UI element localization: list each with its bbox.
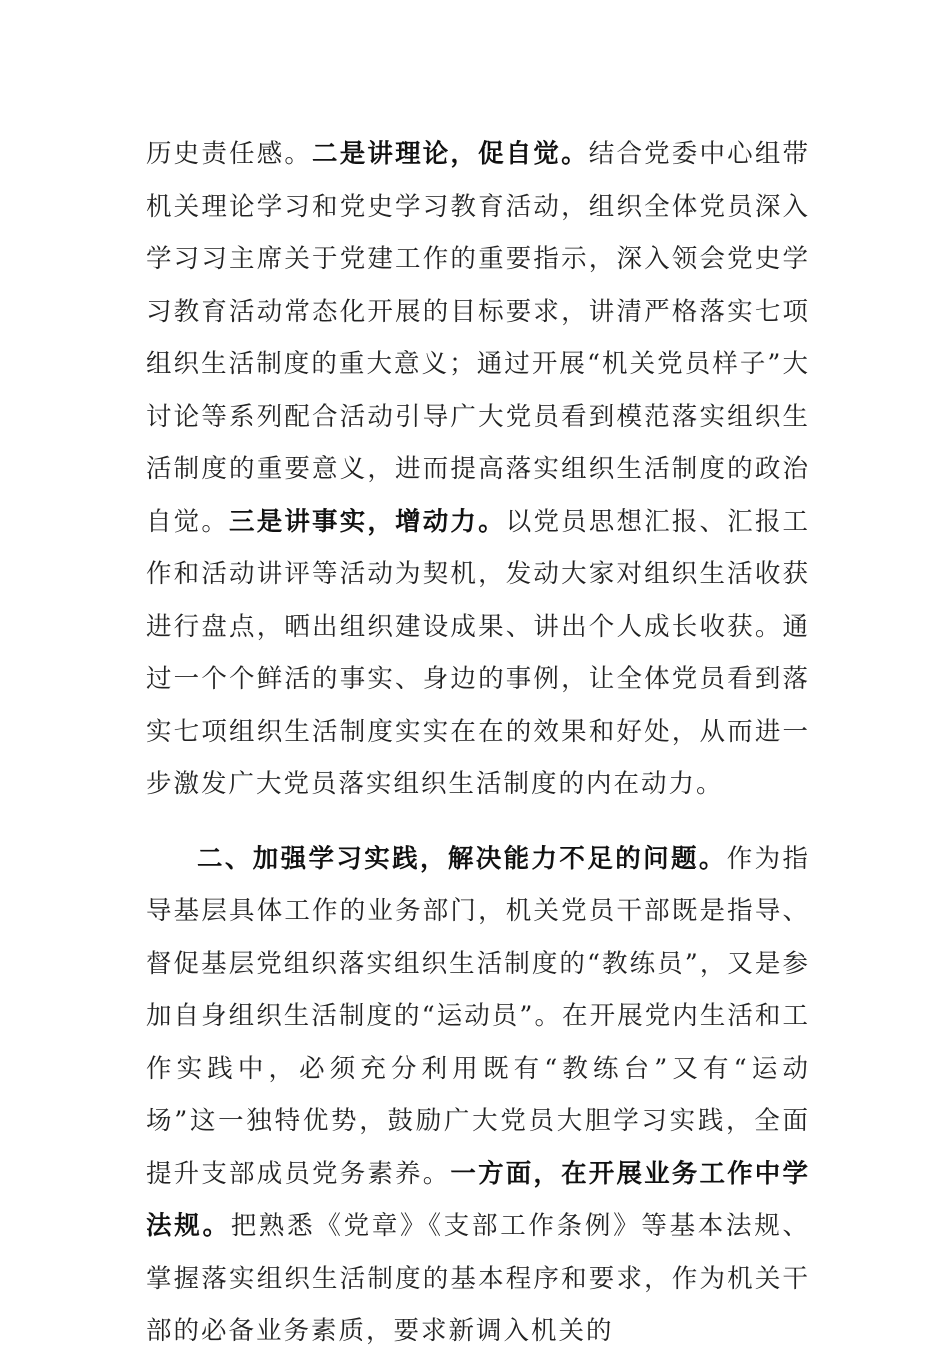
paragraph-text: 结合党委中心组带机关理论学习和党史学习教育活动，组织全体党员深入学习习主席关于党建工作的重要指示，深入领会党史学习教育活动常态化开展的目标要求，讲清严格落实七项组织生活制度的重大意义；通过开展“机关党员样子”大讨论等系列配合活动引导广大党员看到模范落实组织生活制度的重要意义，进而提高落实组织生活制度的政治自觉。 <box>146 139 810 537</box>
paragraph-text: 把熟悉《党章》《支部工作条例》等基本法规、掌握落实组织生活制度的基本程序和要求，作为机关干部的必备业务素质，要求新调入机关的 <box>146 1211 810 1346</box>
heading-point-two: 二是讲理论，促自觉。 <box>312 139 589 169</box>
heading-one-aspect: 一方面，在开展业务工作中学法规。 <box>146 1158 810 1241</box>
paragraph-1 <box>146 128 810 811</box>
paragraph-2 <box>146 833 810 1358</box>
section-heading: 二、加强学习实践，解决能力不足的问题。 <box>197 843 727 874</box>
document-body <box>146 128 810 1358</box>
paragraph-text: 历史责任感。 <box>146 139 313 169</box>
paragraph-text: 以党员思想汇报、汇报工作和活动讲评等活动为契机，发动大家对组织生活收获进行盘点，晒出组织建设成果、讲出个人成长收获。通过一个个鲜活的事实、身边的事例，让全体党员看到落实七项组织生活制度实实在在的效果和好处，从而进一步激发广大党员落实组织生活制度的内在动力。 <box>146 506 810 799</box>
heading-point-three: 三是讲事实，增动力。 <box>229 506 506 537</box>
paragraph-text: 作为指导基层具体工作的业务部门，机关党员干部既是指导、督促基层党组织落实组织生活制度的“教练员”，又是参加自身组织生活制度的“运动员”。在开展党内生活和工作实践中，必须充分利用既有“教练台”又有“运动场”这一独特优势，鼓励广大党员大胆学习实践，全面提升支部成员党务素养。 <box>146 843 810 1189</box>
